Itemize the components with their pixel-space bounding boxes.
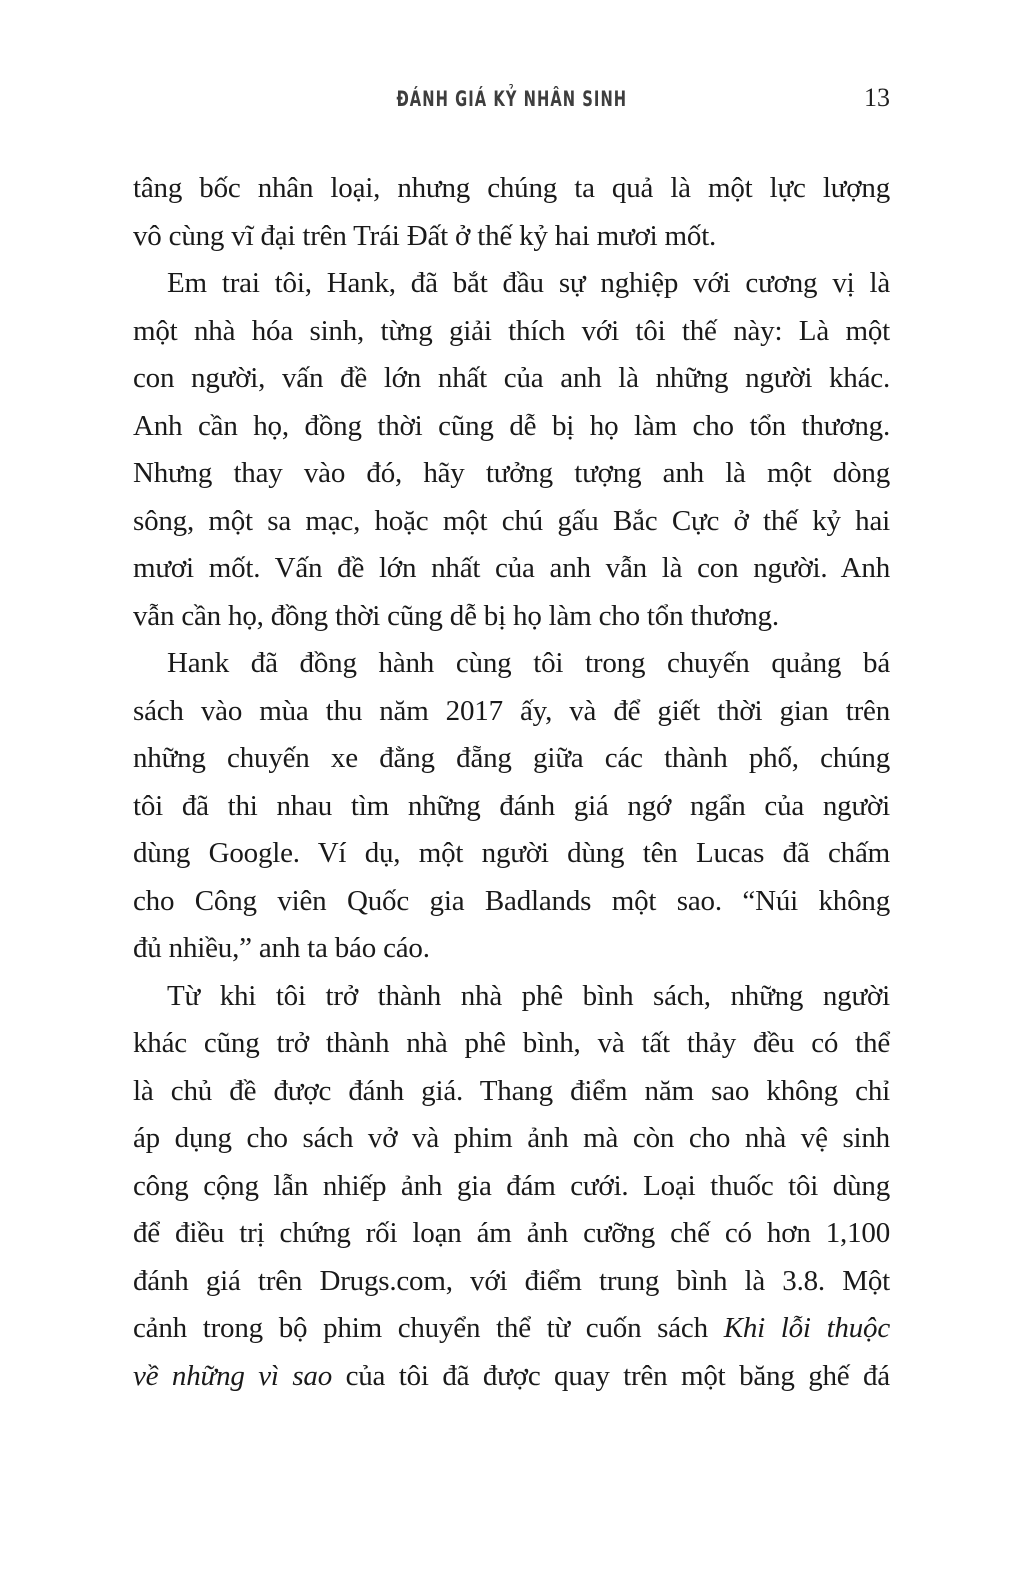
text-segment: vẫn cần họ, đồng thời cũng dễ bị họ làm cho tổn thương.: [133, 599, 779, 632]
text-segment: một nhà hóa sinh, từng giải thích với tôi thế này: Là một: [133, 314, 890, 347]
text-segment: Hank đã đồng hành cùng tôi trong chuyến quảng bá: [167, 647, 890, 679]
body-text: [133, 165, 890, 1400]
text-segment: mươi mốt. Vấn đề lớn nhất của anh vẫn là con người. Anh: [133, 552, 890, 584]
text-line: [133, 1163, 890, 1211]
text-segment: những chuyến xe đằng đẵng giữa các thành phố, chúng: [133, 742, 890, 774]
text-line: [133, 498, 890, 546]
text-segment: công cộng lẫn nhiếp ảnh gia đám cưới. Loại thuốc tôi dùng: [133, 1169, 890, 1202]
text-line: [133, 1020, 890, 1068]
text-segment: cảnh trong bộ phim chuyển thể từ cuốn sách: [133, 1312, 724, 1344]
text-line: [133, 1068, 890, 1116]
text-segment: sách vào mùa thu năm 2017 ấy, và để giết thời gian trên: [133, 694, 890, 727]
text-line: [133, 1258, 890, 1306]
text-line: [133, 1210, 890, 1258]
text-line: [133, 1115, 890, 1163]
text-segment: áp dụng cho sách vở và phim ảnh mà còn cho nhà vệ sinh: [133, 1122, 890, 1154]
text-line: [133, 355, 890, 403]
text-segment: sông, một sa mạc, hoặc một chú gấu Bắc Cực ở thế kỷ hai: [133, 504, 890, 537]
text-line: [133, 925, 890, 973]
book-title-italic: Khi lỗi thuộc: [723, 1312, 890, 1344]
page-number: 13: [864, 83, 890, 112]
text-line: [133, 165, 890, 213]
text-line: [133, 308, 890, 356]
text-line: [133, 830, 890, 878]
book-title-italic: về những vì sao: [133, 1359, 333, 1392]
text-segment: cho Công viên Quốc gia Badlands một sao. “Núi không: [133, 884, 890, 917]
text-segment: con người, vấn đề lớn nhất của anh là những người khác.: [133, 362, 890, 394]
text-segment: tôi đã thi nhau tìm những đánh giá ngớ ngẩn của người: [133, 789, 890, 822]
text-segment: đủ nhiều,” anh ta báo cáo.: [133, 932, 430, 964]
text-line: [133, 783, 890, 831]
text-line: [133, 1305, 890, 1353]
text-line: [133, 735, 890, 783]
text-segment: tâng bốc nhân loại, nhưng chúng ta quả là một lực lượng: [133, 172, 890, 204]
text-line: [133, 640, 890, 688]
text-segment: là chủ đề được đánh giá. Thang điểm năm sao không chỉ: [133, 1074, 890, 1107]
text-line: [133, 593, 890, 641]
text-line: [133, 403, 890, 451]
text-segment: khác cũng trở thành nhà phê bình, và tất thảy đều có thể: [133, 1027, 890, 1059]
text-segment: của tôi đã được quay trên một băng ghế đá: [332, 1359, 890, 1392]
text-line: [133, 1353, 890, 1401]
text-line: [133, 545, 890, 593]
running-title: ĐÁNH GIÁ KỶ NHÂN SINH: [396, 87, 627, 111]
text-segment: vô cùng vĩ đại trên Trái Đất ở thế kỷ hai mươi mốt.: [133, 219, 717, 252]
text-line: [133, 213, 890, 261]
text-segment: dùng Google. Ví dụ, một người dùng tên Lucas đã chấm: [133, 837, 890, 869]
text-line: [133, 878, 890, 926]
text-line: [133, 973, 890, 1021]
text-line: [133, 260, 890, 308]
text-segment: Nhưng thay vào đó, hãy tưởng tượng anh là một dòng: [133, 457, 890, 489]
page-header: [133, 83, 890, 114]
text-line: [133, 688, 890, 736]
text-segment: đánh giá trên Drugs.com, với điểm trung bình là 3.8. Một: [133, 1264, 890, 1297]
text-segment: Em trai tôi, Hank, đã bắt đầu sự nghiệp với cương vị là: [167, 267, 890, 299]
running-title-wrap: [133, 83, 890, 112]
text-segment: Anh cần họ, đồng thời cũng dễ bị họ làm cho tổn thương.: [133, 409, 890, 442]
text-segment: Từ khi tôi trở thành nhà phê bình sách, những người: [167, 979, 890, 1012]
text-line: [133, 450, 890, 498]
text-segment: để điều trị chứng rối loạn ám ảnh cưỡng chế có hơn 1,100: [133, 1217, 890, 1249]
